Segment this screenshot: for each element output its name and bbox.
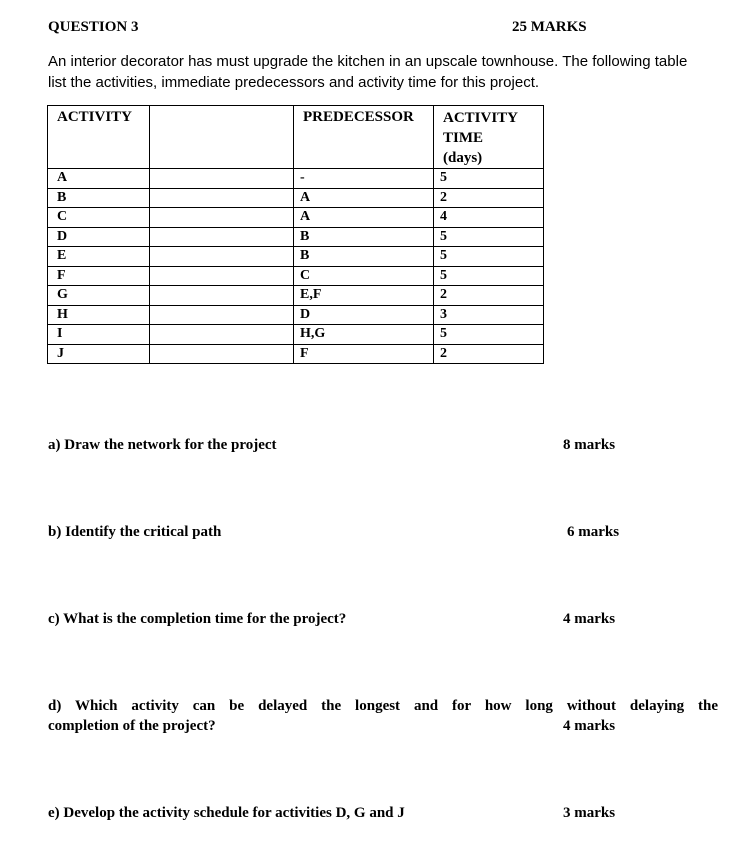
activity-table	[47, 105, 544, 364]
table-row	[48, 227, 544, 247]
activity-cell: B	[48, 188, 150, 208]
activity-cell: J	[48, 344, 150, 364]
activity-cell: G	[48, 286, 150, 306]
part-d-line-1: d) Which activity can be delayed the longest and for how long without delaying the	[48, 698, 718, 714]
activity-cell: F	[48, 266, 150, 286]
table-header-row	[48, 106, 544, 169]
activity-cell: C	[48, 208, 150, 228]
time-cell: 5	[434, 247, 544, 267]
header-predecessor: PREDECESSOR	[294, 106, 434, 169]
header-time-line-3: (days)	[443, 150, 483, 166]
part-c-marks: 4 marks	[563, 611, 616, 627]
time-cell: 5	[434, 266, 544, 286]
blank-cell	[150, 305, 294, 325]
table-row	[48, 286, 544, 306]
predecessor-cell: A	[294, 208, 434, 228]
intro-line-1: An interior decorator has must upgrade the kitchen in an upscale townhouse. The following table	[48, 53, 688, 70]
predecessor-cell: -	[294, 169, 434, 189]
header-activity: ACTIVITY	[48, 106, 150, 169]
header-activity-time	[434, 106, 544, 169]
question-total-marks: 25 MARKS	[512, 19, 587, 35]
time-cell: 2	[434, 344, 544, 364]
predecessor-cell: F	[294, 344, 434, 364]
table-row	[48, 188, 544, 208]
time-cell: 4	[434, 208, 544, 228]
predecessor-cell: H,G	[294, 325, 434, 345]
table-row	[48, 344, 544, 364]
predecessor-cell: E,F	[294, 286, 434, 306]
blank-cell	[150, 286, 294, 306]
table-row	[48, 266, 544, 286]
blank-cell	[150, 169, 294, 189]
table-row	[48, 305, 544, 325]
header-time-line-1: ACTIVITY	[443, 110, 519, 126]
blank-cell	[150, 227, 294, 247]
part-a-text: a) Draw the network for the project	[48, 437, 277, 453]
part-e-marks: 3 marks	[563, 805, 616, 821]
blank-cell	[150, 247, 294, 267]
blank-cell	[150, 188, 294, 208]
part-d-marks: 4 marks	[563, 718, 616, 734]
blank-cell	[150, 208, 294, 228]
table-row	[48, 247, 544, 267]
header-blank	[150, 106, 294, 169]
time-cell: 5	[434, 325, 544, 345]
table-row	[48, 208, 544, 228]
part-c-text: c) What is the completion time for the project?	[48, 611, 347, 627]
activity-cell: E	[48, 247, 150, 267]
header-time-line-2: TIME	[443, 130, 484, 146]
table-body	[48, 169, 544, 364]
time-cell: 2	[434, 188, 544, 208]
time-cell: 5	[434, 227, 544, 247]
blank-cell	[150, 344, 294, 364]
part-b-marks: 6 marks	[567, 524, 620, 540]
part-b-text: b) Identify the critical path	[48, 524, 222, 540]
activity-cell: A	[48, 169, 150, 189]
blank-cell	[150, 266, 294, 286]
predecessor-cell: D	[294, 305, 434, 325]
question-title: QUESTION 3	[48, 19, 139, 35]
predecessor-cell: A	[294, 188, 434, 208]
activity-cell: H	[48, 305, 150, 325]
part-d-line-2: completion of the project?	[48, 718, 216, 734]
part-d-text	[48, 696, 718, 717]
activity-cell: I	[48, 325, 150, 345]
activity-cell: D	[48, 227, 150, 247]
part-e-text: e) Develop the activity schedule for activities D, G and J	[48, 805, 405, 821]
table-row	[48, 169, 544, 189]
predecessor-cell: C	[294, 266, 434, 286]
intro-paragraph	[48, 51, 728, 93]
predecessor-cell: B	[294, 227, 434, 247]
intro-line-2: list the activities, immediate predecessors and activity time for this project.	[48, 74, 540, 91]
part-a-marks: 8 marks	[563, 437, 616, 453]
blank-cell	[150, 325, 294, 345]
time-cell: 5	[434, 169, 544, 189]
time-cell: 2	[434, 286, 544, 306]
table-row	[48, 325, 544, 345]
predecessor-cell: B	[294, 247, 434, 267]
time-cell: 3	[434, 305, 544, 325]
